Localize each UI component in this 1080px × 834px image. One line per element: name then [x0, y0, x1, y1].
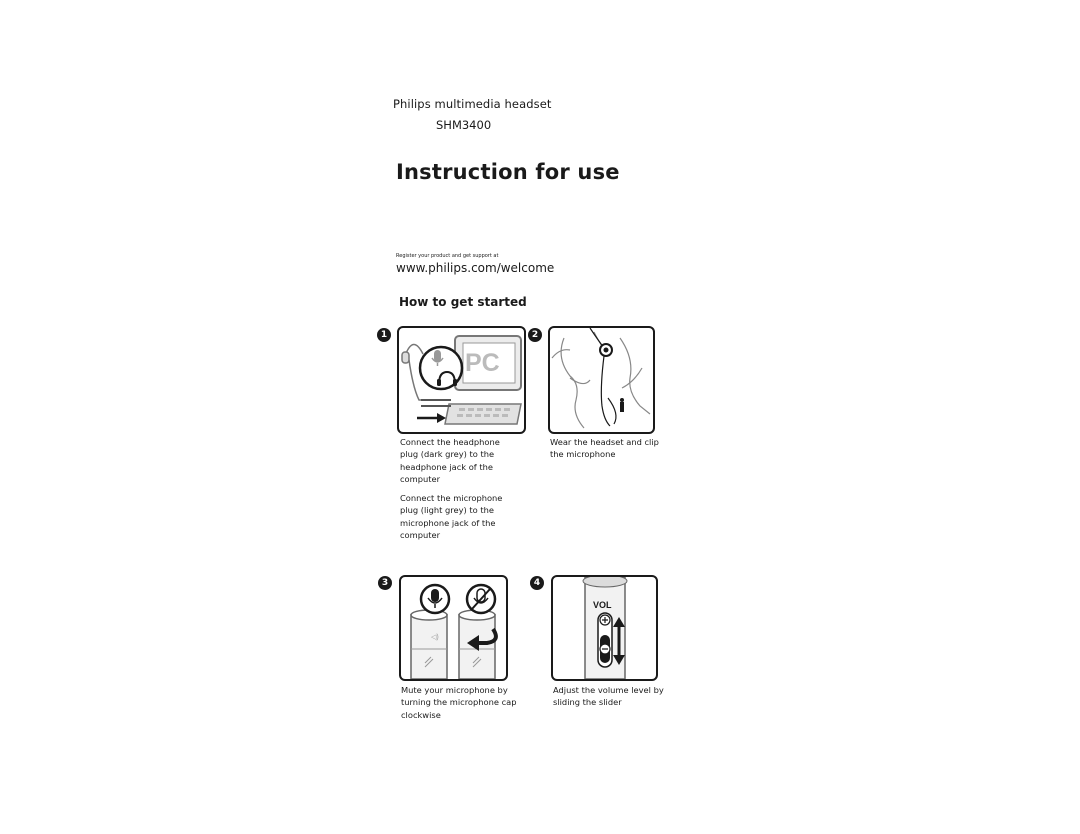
step-2-number: 2: [528, 328, 542, 342]
microphone-clip-icon: [600, 344, 624, 412]
step-1-caption-a: Connect the headphone plug (dark grey) to the headphone jack of the computer: [400, 437, 500, 484]
step-1-illustration: [397, 326, 526, 434]
step-1-number: 1: [377, 328, 391, 342]
step-2-illustration: [548, 326, 655, 434]
document-title: Instruction for use: [396, 160, 620, 184]
monitor-icon: [455, 336, 521, 390]
brand-line: Philips multimedia headset: [393, 97, 552, 111]
step-4-illustration: [551, 575, 658, 681]
microphone-icon: [421, 585, 449, 613]
jack-icons-circle: [420, 347, 462, 389]
step-2-caption: Wear the headset and clip the microphone: [550, 437, 659, 460]
svg-text:◁): ◁): [431, 634, 439, 641]
step-3-caption: Mute your microphone by turning the microphone cap clockwise: [401, 685, 517, 720]
step-1-caption-b: Connect the microphone plug (light grey) to the microphone jack of the computer: [400, 493, 503, 540]
model-number: SHM3400: [436, 118, 492, 132]
step-4-number: 4: [530, 576, 544, 590]
keyboard-icon: [445, 404, 521, 424]
step-3-number: 3: [378, 576, 392, 590]
register-note: Register your product and get support at: [396, 253, 499, 259]
arrow-right-icon: [417, 413, 446, 423]
section-heading: How to get started: [399, 295, 527, 309]
minus-icon: [600, 644, 610, 654]
step-4-caption: Adjust the volume level by sliding the slider: [553, 685, 664, 708]
support-url-link[interactable]: www.philips.com/welcome: [396, 261, 555, 275]
plus-icon: [600, 615, 610, 625]
pc-label: PC: [465, 349, 500, 377]
microphone-capsule-left: [411, 610, 447, 679]
step-3-illustration: [399, 575, 508, 681]
vol-label: VOL: [593, 600, 612, 610]
muted-microphone-icon: [467, 585, 495, 613]
